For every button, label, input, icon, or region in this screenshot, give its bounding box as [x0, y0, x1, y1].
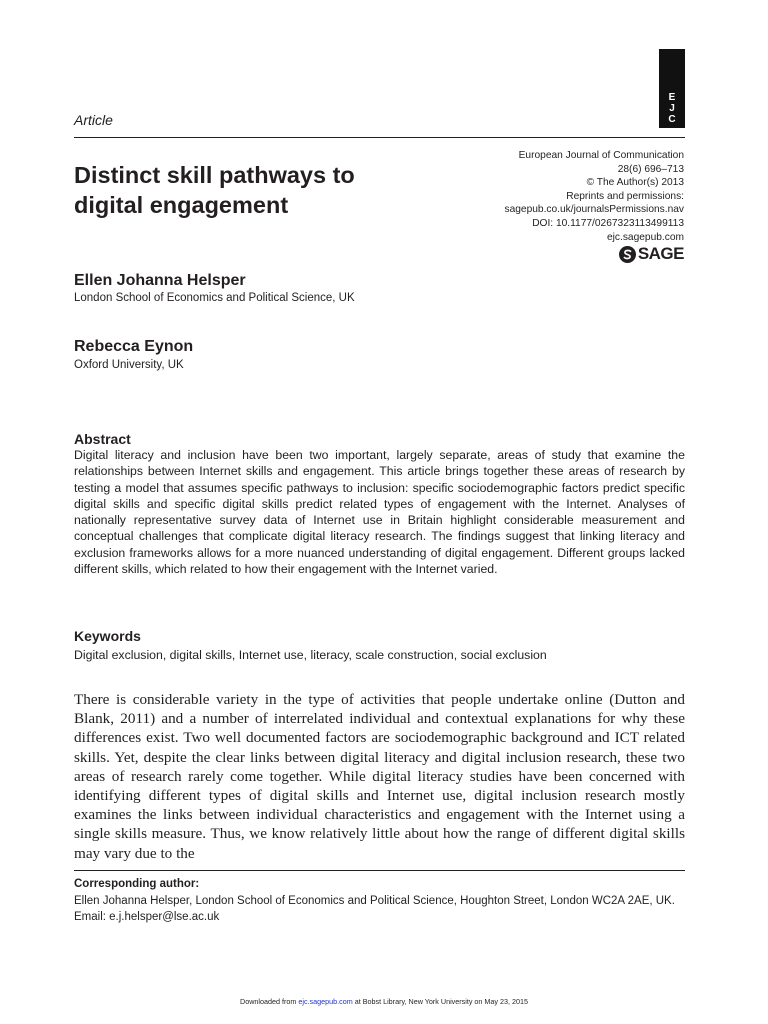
- header-rule: [74, 137, 685, 138]
- keywords-heading: Keywords: [74, 628, 141, 644]
- reprints-label: Reprints and permissions:: [566, 190, 684, 202]
- download-footer: [0, 997, 768, 1006]
- journal-info: [504, 149, 684, 244]
- footer-link[interactable]: ejc.sagepub.com: [298, 997, 353, 1006]
- article-type-label: Article: [74, 112, 113, 128]
- abstract-heading: Abstract: [74, 431, 131, 447]
- reprints-link[interactable]: sagepub.co.uk/journalsPermissions.nav: [504, 204, 684, 216]
- author-affiliation-2: Oxford University, UK: [74, 359, 184, 371]
- sage-s-icon: [619, 246, 636, 263]
- author-affiliation-1: London School of Economics and Political Science, UK: [74, 292, 355, 304]
- body-paragraph: There is considerable variety in the type of activities that people undertake online (Dutton and Blank, 2011) and a number of interrelated individual and contextual explanations for why these differences exist. Two well documented factors are sociodemographic background and ICT related skills. Yet, despite the clear links between digital literacy and digital inclusion research, these two areas of research rarely come together. While digital literacy studies have been concerned with identifying different types of digital skills and Internet use, digital inclusion research mostly examines the links between individual characteristics and engagement with the Internet using a single skills measure. Thus, we know relatively little about how the range of different digital skills may vary due to the: [74, 691, 685, 862]
- abstract-text: Digital literacy and inclusion have been two important, largely separate, areas of study that examine the relationships between Internet skills and engagement. This article brings together these areas of research by testing a model that assumes specific pathways to inclusion: specific sociodemographic factors predict specific digital skills and specific digital skills predict related types of engagement with the Internet. Analyses of nationally representative survey data of Internet use in Britain highlight considerable measurement and conceptual challenges that complicate digital literacy research. The findings suggest that linking literacy and exclusion frameworks allows for a more nuanced understanding of digital engagement. Different groups lacked different skills, which related to how their engagement with the Internet varied.: [74, 448, 685, 577]
- logo-letter-e: E: [668, 92, 676, 103]
- logo-letter-c: C: [668, 114, 676, 125]
- logo-letter-j: J: [669, 103, 675, 114]
- sage-logo-text: SAGE: [637, 244, 684, 263]
- journal-volume: 28(6) 696–713: [617, 163, 684, 175]
- copyright-notice: © The Author(s) 2013: [586, 177, 684, 189]
- corresponding-address: Ellen Johanna Helsper, London School of Economics and Political Science, Houghton Street, London WC2A 2AE, UK.: [74, 895, 675, 907]
- corresponding-author-details: [74, 894, 685, 925]
- journal-site-link[interactable]: ejc.sagepub.com: [606, 231, 684, 243]
- article-title: [74, 160, 474, 220]
- author-name-2: Rebecca Eynon: [74, 338, 194, 355]
- footnote-rule: [74, 870, 685, 871]
- keywords-text: Digital exclusion, digital skills, Internet use, literacy, scale construction, social exclusion: [74, 648, 547, 662]
- author-name-1: Ellen Johanna Helsper: [74, 272, 246, 289]
- footer-suffix: at Bobst Library, New York University on May 23, 2015: [354, 997, 528, 1006]
- title-line-1: Distinct skill pathways to: [74, 162, 355, 188]
- corresponding-email: Email: e.j.helsper@lse.ac.uk: [74, 910, 220, 923]
- journal-name: European Journal of Communication: [518, 150, 684, 161]
- footer-prefix: Downloaded from: [240, 997, 297, 1006]
- journal-logo: [659, 49, 685, 128]
- title-line-2: digital engagement: [74, 192, 289, 218]
- doi: DOI: 10.1177/0267323113499113: [532, 217, 684, 229]
- sage-logo: [619, 244, 684, 264]
- corresponding-author-heading: Corresponding author:: [74, 878, 200, 890]
